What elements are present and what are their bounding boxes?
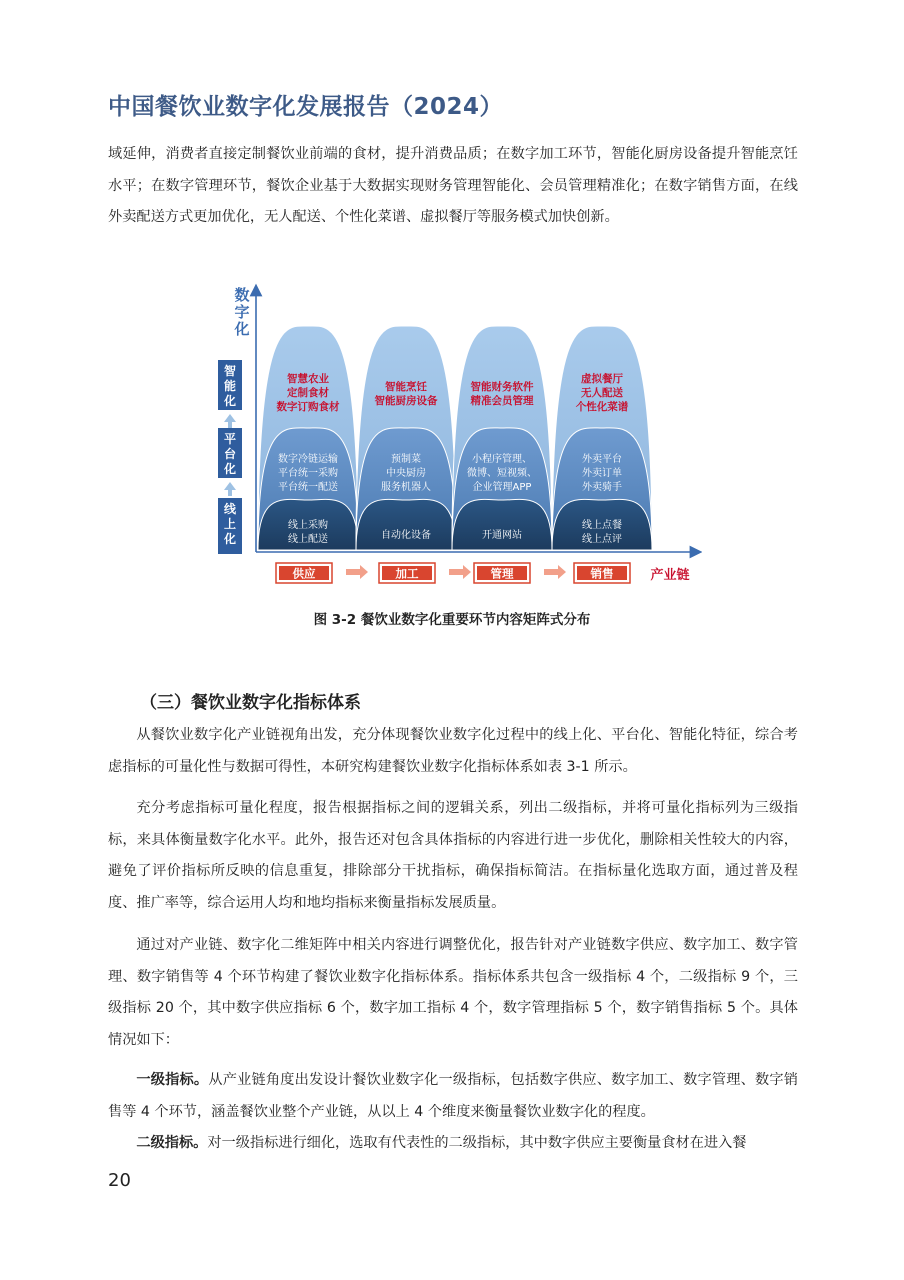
page-number: 20 [108,1170,131,1191]
level-box [218,360,242,410]
section-paragraph-4 [108,1065,798,1128]
stage-label: 加工 [395,566,419,581]
dome-middle-text: 小程序管理、微博、短视频、企业管理APP [467,454,537,493]
intro-paragraph: 域延伸，消费者直接定制餐饮业前端的食材，提升消费品质；在数字加工环节，智能化厨房设备提升智能烹饪水平；在数字管理环节，餐饮企业基于大数据实现财务管理智能化、会员管理精准化；在数字销售方面，在线外卖配送方式更加优化，无人配送、个性化菜谱、虚拟餐厅等服务模式加快创新。 [108,146,798,225]
dome-middle-text: 外卖平台外卖订单外卖骑手 [582,454,622,493]
domes [258,326,652,550]
stage-box [276,563,332,583]
stage-box [574,563,630,583]
section-paragraph-1: 从餐饮业数字化产业链视角出发，充分体现餐饮业数字化过程中的线上化、平台化、智能化特征，综合考虑指标的可量化性与数据可得性，本研究构建餐饮业数字化指标体系如表 3-1 所示。 [108,727,798,775]
matrix-diagram [212,282,702,592]
stage-arrow-icon [544,565,566,579]
dome-bottom-text: 开通网站 [482,530,522,541]
stage-label: 管理 [490,566,514,581]
dome-middle-text: 预制菜中央厨房服务机器人 [381,454,431,493]
first-level-text: 从产业链角度出发设计餐饮业数字化一级指标，包括数字供应、数字加工、数字管理、数字销售等 4 个环节，涵盖餐饮业整个产业链，从以上 4 个维度来衡量餐饮业数字化的程度。 [108,1072,798,1120]
dome-bottom-text: 线上点餐线上点评 [582,520,622,545]
y-axis-label-char: 字 [234,303,250,321]
stage-label: 销售 [590,566,614,581]
stage-arrow-icon [449,565,471,579]
dome-top-text: 智能烹饪智能厨房设备 [374,381,438,407]
level-label: 平台化 [223,432,237,476]
dome-middle-text: 数字冷链运输平台统一采购平台统一配送 [278,454,338,493]
matrix-figure [212,282,702,592]
dome-column [552,326,652,550]
dome-inner [452,499,552,550]
stage-arrow-icon [346,565,368,579]
level-arrow-icon [224,482,236,496]
dome-bottom-text: 线上采购线上配送 [288,520,328,545]
y-axis-label [233,286,249,338]
dome-top-text: 智慧农业定制食材数字订购食材 [276,373,340,413]
dome-inner [356,499,456,550]
level-label: 智能化 [223,364,237,408]
level-label: 线上化 [223,502,237,546]
dome-column [258,326,358,550]
dome-bottom-text: 自动化设备 [381,530,431,541]
level-labels [218,360,242,554]
stage-label: 供应 [292,566,316,581]
page-header-title: 中国餐饮业数字化发展报告（2024） [108,94,504,120]
y-axis-label-char: 数 [234,286,250,304]
x-axis-label: 产业链 [650,568,690,583]
section-paragraph-2: 充分考虑指标可量化程度，报告根据指标之间的逻辑关系，列出二级指标，并将可量化指标列为三级指标，来具体衡量数字化水平。此外，报告还对包含具体指标的内容进行进一步优化，删除相关性较大的内容，避免了评价指标所反映的信息重复，排除部分干扰指标，确保指标简洁。在指标量化选取方面，通过普及程度、推广率等，综合运用人均和地均指标来衡量指标发展质量。 [108,800,798,911]
y-axis-label-char: 化 [234,320,250,338]
dome-column [452,326,552,550]
dome-top-text: 虚拟餐厅无人配送个性化菜谱 [575,373,629,413]
stage-labels [276,563,630,583]
level-box [218,428,242,478]
level-arrow-icon [224,414,236,428]
section-paragraph-3: 通过对产业链、数字化二维矩阵中相关内容进行调整优化，报告针对产业链数字供应、数字加工、数字管理、数字销售等 4 个环节构建了餐饮业数字化指标体系。指标体系共包含一级指标 4 个，二级指标 9 个，三级指标 20 个，其中数字供应指标 6 个，数字加工指标 4 个，数字管理指标 5 个，数字销售指标 5 个。具体情况如下： [108,937,798,1048]
dome-top-text: 智能财务软件精准会员管理 [470,381,534,407]
figure-caption: 图 3-2 餐饮业数字化重要环节内容矩阵式分布 [313,612,591,628]
stage-box [474,563,530,583]
first-level-lead: 一级指标。 [136,1072,209,1088]
dome-column [356,326,456,550]
level-box [218,498,242,554]
second-level-lead: 二级指标。 [136,1135,208,1151]
second-level-text: 对一级指标进行细化，选取有代表性的二级指标，其中数字供应主要衡量食材在进入餐 [207,1135,747,1151]
stage-box [379,563,435,583]
section-heading: （三）餐饮业数字化指标体系 [140,693,361,713]
section-paragraph-5 [108,1128,798,1160]
